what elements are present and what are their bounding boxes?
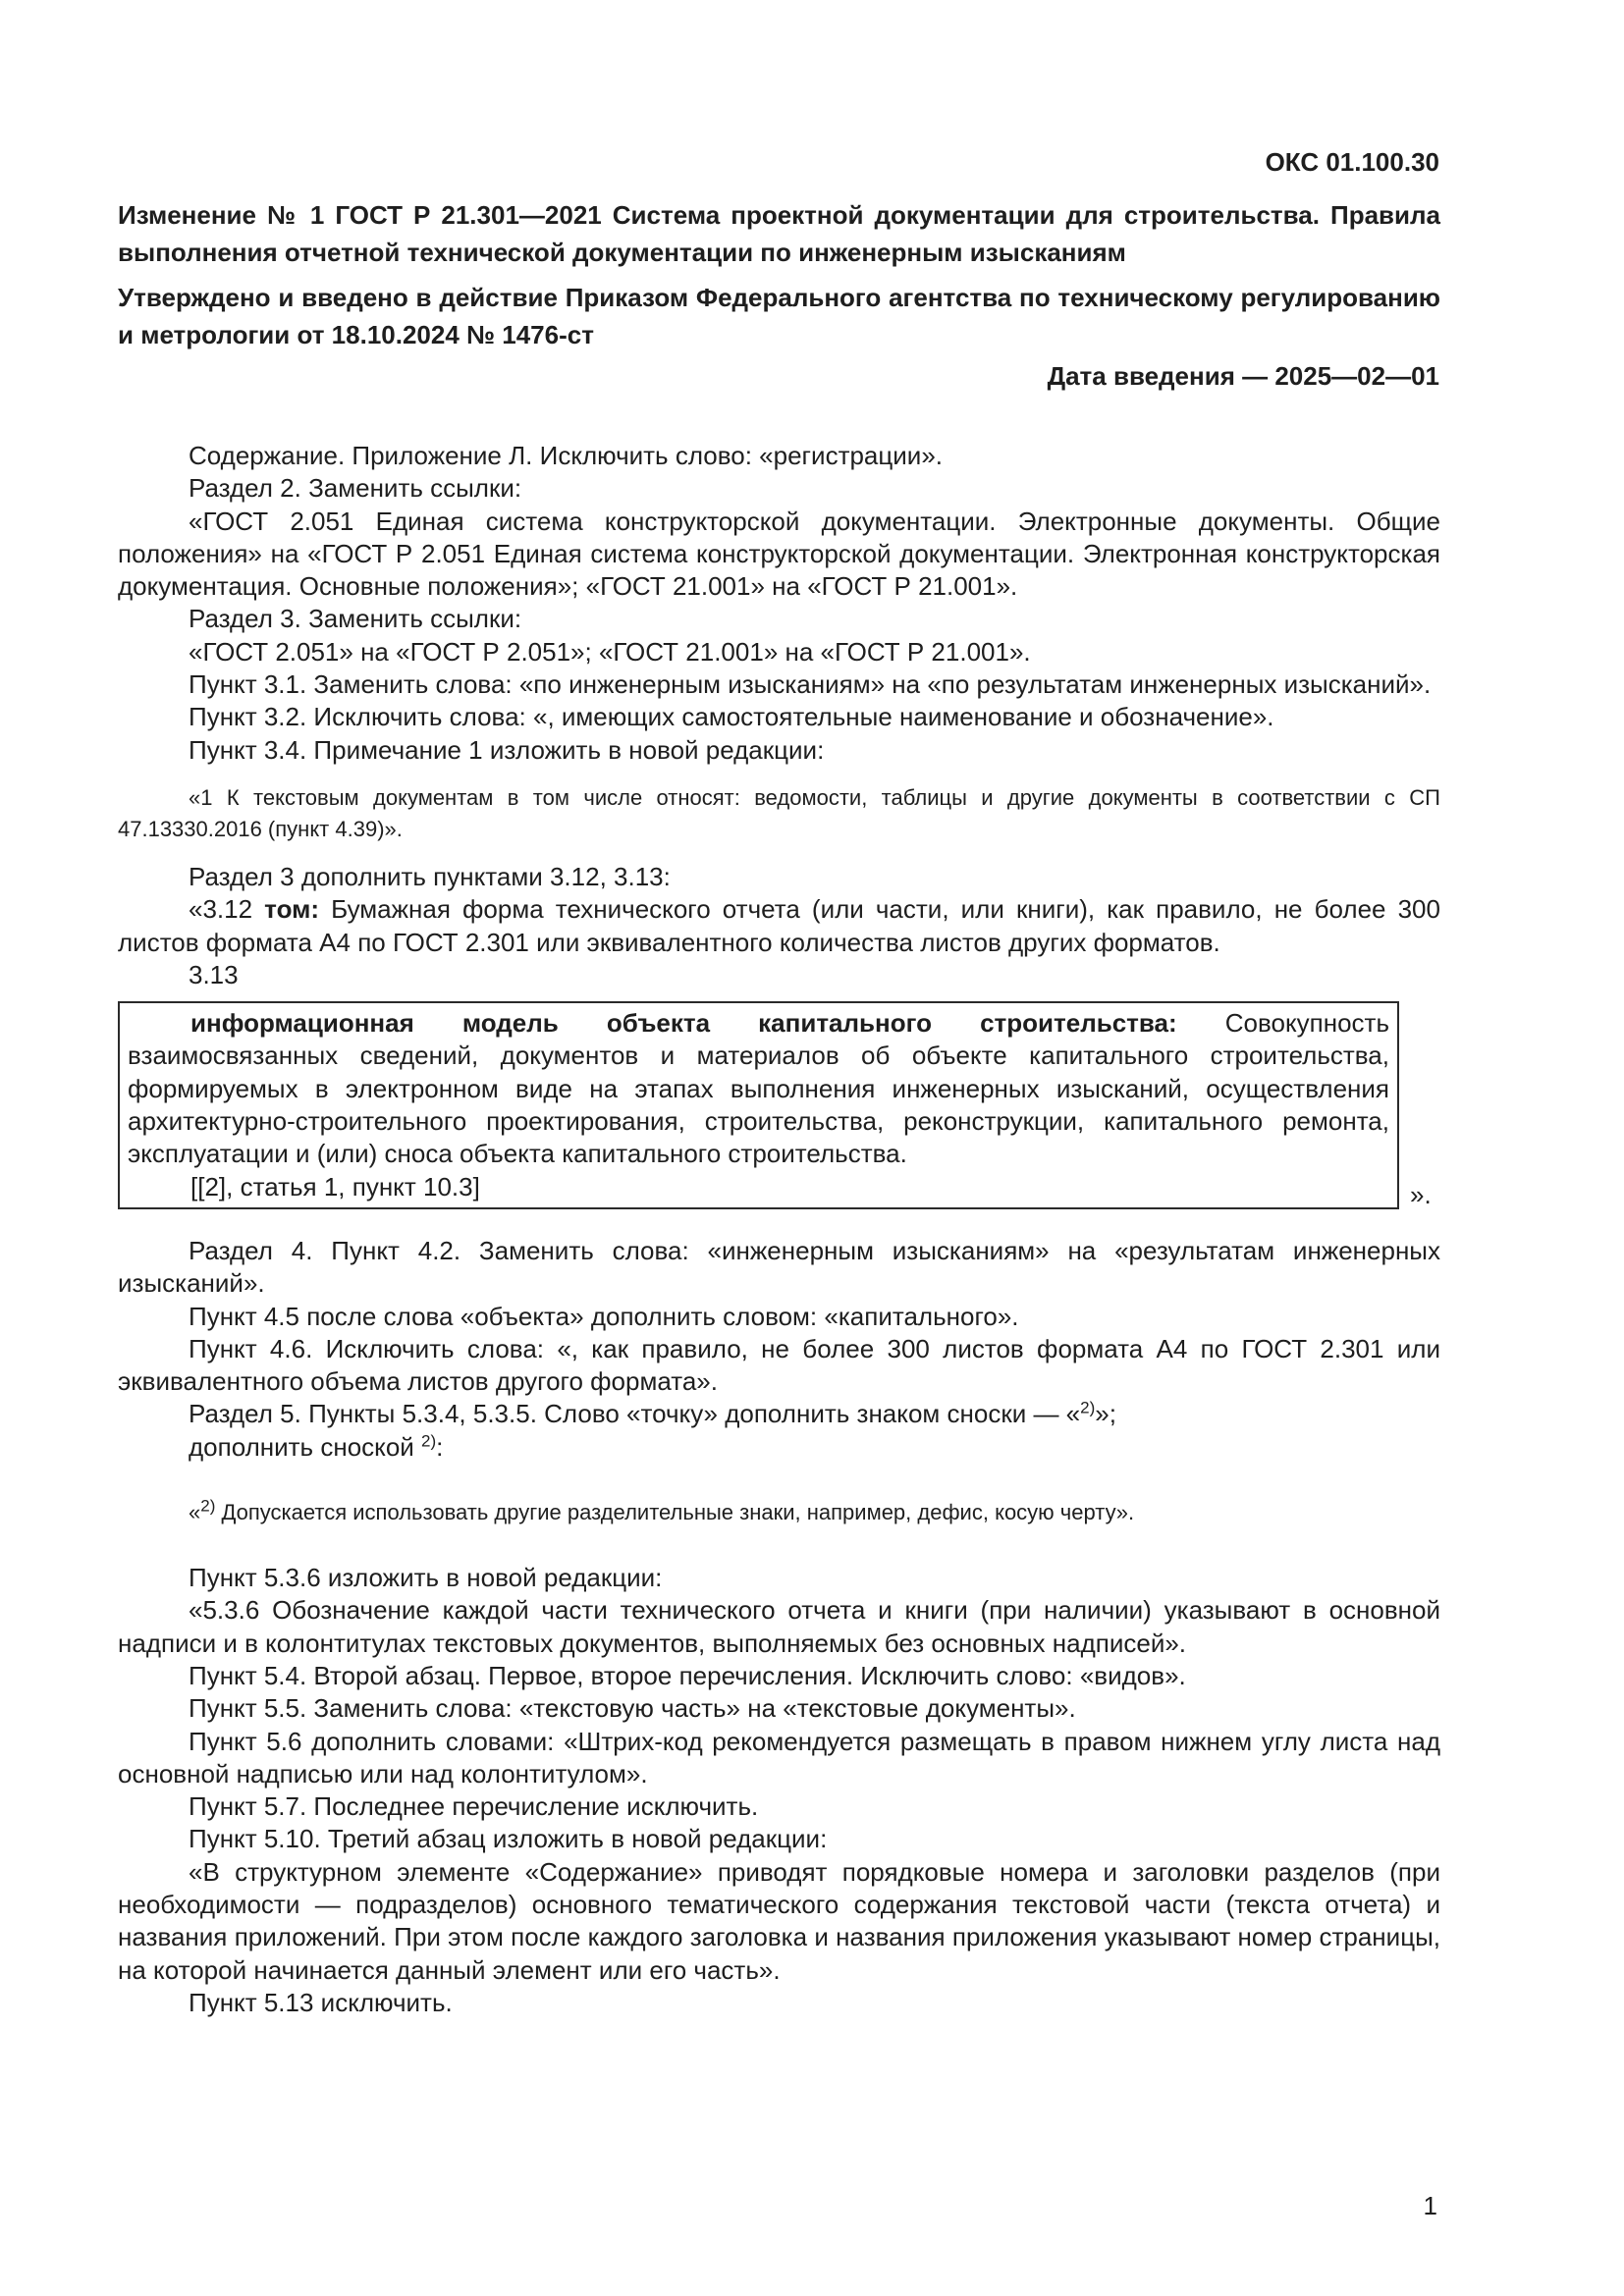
paragraph: Содержание. Приложение Л. Исключить слово: «регистрации». [189,441,944,470]
paragraph [118,1431,1440,1464]
paragraph: Пункт 5.5. Заменить слова: «текстовую часть» на «текстовые документы». [189,1693,1076,1724]
definition-term: информационная модель объекта капитального строительства: [190,1008,1177,1039]
paragraph: Пункт 5.4. Второй абзац. Первое, второе перечисления. Исключить слово: «видов». [189,1660,1186,1690]
paragraph: Пункт 4.6. Исключить слова: «, как правило, не более 300 листов формата А4 по ГОСТ 2.301 или эквивалентного объема листов другого формата». [118,1333,1440,1397]
footnote-mark: 2) [200,1496,216,1516]
paragraph-suffix: : [436,1431,444,1462]
effective-date: Дата введения — 2025—02—01 [1047,361,1439,391]
amendment-title: Изменение № 1 ГОСТ Р 21.301—2021 Система проектной документации для строительства. Правила выполнения отчетной технической документации по инженерным изысканиям [118,200,1440,267]
definition-box-wrapper [118,1001,1440,1209]
definition-box [118,1001,1399,1209]
paragraph-prefix: Раздел 5. Пункты 5.3.4, 5.3.5. Слово «точку» дополнить знаком сноски — « [189,1399,1081,1429]
term-tom: том: [264,894,319,925]
paragraph: Пункт 5.10. Третий абзац изложить в новой редакции: [189,1824,828,1854]
footnote-body: Допускается использовать другие разделительные знаки, например, дефис, косую черту». [215,1500,1135,1525]
paragraph [118,893,1440,959]
paragraph: Пункт 5.3.6 изложить в новой редакции: [189,1563,663,1593]
footnote-mark: 2) [421,1431,437,1451]
paragraph: Пункт 5.7. Последнее перечисление исключить. [189,1791,759,1822]
paragraph [118,1398,1440,1430]
paragraph: Пункт 3.1. Заменить слова: «по инженерным изысканиям» на «по результатам инженерных изысканий». [189,669,1432,700]
footnote-mark: 2) [1080,1398,1096,1417]
paragraph: Раздел 3. Заменить ссылки: [189,604,522,634]
paragraph-prefix: «3.12 [189,894,265,925]
footnote-text [118,1497,1440,1528]
paragraph: Пункт 3.2. Исключить слова: «, имеющих самостоятельные наименование и обозначение». [189,702,1274,732]
paragraph: Раздел 2. Заменить ссылки: [189,473,522,504]
paragraph: «5.3.6 Обозначение каждой части технического отчета и книги (при наличии) указывают в основной надписи и в колонтитулах текстовых документов, выполняемых без основных надписей». [118,1595,1440,1658]
paragraph: Пункт 5.13 исключить. [189,1987,453,2017]
oks-code: ОКС 01.100.30 [1265,147,1439,177]
definition-reference: [[2], статья 1, пункт 10.3] [190,1171,480,1201]
paragraph: Раздел 4. Пункт 4.2. Заменить слова: «инженерным изысканиям» на «результатам инженерных изысканий». [118,1235,1440,1299]
footnote-quote: « [189,1500,201,1525]
paragraph-suffix: »; [1095,1399,1116,1429]
definition-body: Совокупность взаимосвязанных сведений, документов и материалов об объекте капитального строительства, формируемых в электронном виде на этапах выполнения инженерных изысканий, осуществления архитектурно-строительного проектирования, строительства, реконструкции, капитального ремонта, эксплуатации и (или) сноса объекта капитального строительства. [128,1008,1389,1169]
approval-statement: Утверждено и введено в действие Приказом Федерального агентства по техническому регулированию и метрологии от 18.10.2024 № 1476-ст [118,283,1440,349]
paragraph: «ГОСТ 2.051» на «ГОСТ Р 2.051»; «ГОСТ 21.001» на «ГОСТ Р 21.001». [189,636,1031,667]
closing-quote: ». [1410,1179,1432,1209]
definition-text [128,1007,1389,1170]
document-body [118,440,1440,2019]
paragraph: «В структурном элементе «Содержание» приводят порядковые номера и заголовки разделов (при необходимости — подразделов) основного тематического содержания текстовой части (текста отчета) и названия приложений. При этом после каждого заголовка и названия приложения указывают номер страницы, на которой начинается данный элемент или его часть». [118,1856,1440,1985]
paragraph: Раздел 3 дополнить пунктами 3.12, 3.13: [189,861,671,891]
paragraph: Пункт 4.5 после слова «объекта» дополнить словом: «капитального». [189,1301,1019,1331]
paragraph-rest: Бумажная форма технического отчета (или части, или книги), как правило, не более 300 листов формата А4 по ГОСТ 2.301 или эквивалентного количества листов других форматов. [118,894,1440,957]
note-text: «1 К текстовым документам в том числе относят: ведомости, таблицы и другие документы в соответствии с СП 47.13330.2016 (пункт 4.39)». [118,784,1440,841]
paragraph: 3.13 [189,959,239,989]
paragraph-prefix: дополнить сноской [189,1431,422,1462]
page-number: 1 [1423,2191,1437,2220]
paragraph: Пункт 5.6 дополнить словами: «Штрих-код рекомендуется размещать в правом нижнем углу листа над основной надписью или над колонтитулом». [118,1726,1440,1789]
paragraph: «ГОСТ 2.051 Единая система конструкторской документации. Электронные документы. Общие положения» на «ГОСТ Р 2.051 Единая система конструкторской документации. Электронная конструкторская документация. Основные положения»; «ГОСТ 21.001» на «ГОСТ Р 21.001». [118,506,1440,602]
paragraph: Пункт 3.4. Примечание 1 изложить в новой редакции: [189,734,825,765]
